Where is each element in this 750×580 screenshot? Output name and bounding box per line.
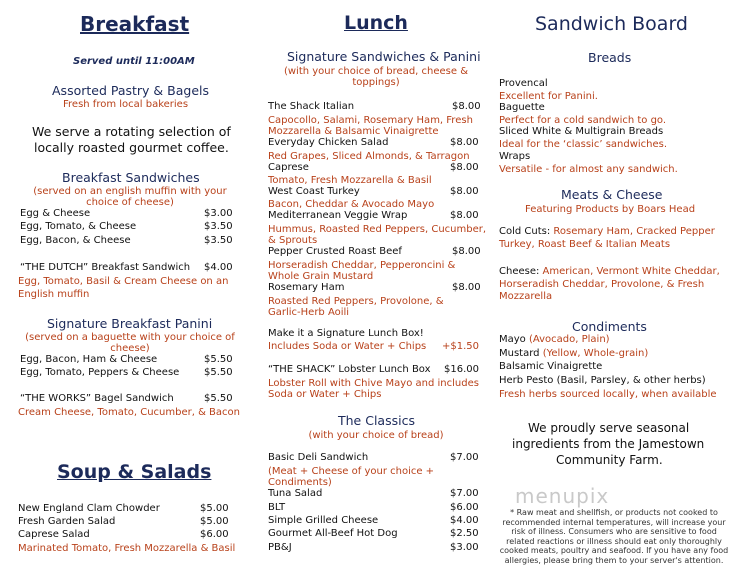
menu-item-price: $5.50 (204, 393, 233, 404)
condiments-title: Condiments (572, 319, 647, 334)
menu-item-price: $5.00 (200, 503, 229, 514)
breakfast-panini-sub-1: (served on a baguette with your choice of (25, 332, 235, 343)
menu-item-name: Egg, Bacon, Ham & Cheese (20, 354, 158, 365)
soup-salads-title: Soup & Salads (57, 461, 212, 483)
menu-item-name: Caprese (268, 162, 309, 173)
lunch-box-title: Make it a Signature Lunch Box! (268, 328, 424, 339)
bread-description: Versatile - for almost any sandwich. (499, 164, 678, 175)
menu-item-price: $3.00 (204, 208, 233, 219)
menu-item-description: Egg, Tomato, Basil & Cream Cheese on an (18, 276, 229, 287)
cold-cuts-line-1 (499, 226, 715, 237)
cheese-label: Cheese: (499, 266, 540, 277)
menu-item-description: Tomato, Fresh Mozzarella & Basil (268, 175, 432, 186)
breakfast-panini-sub-2: cheese) (110, 343, 150, 354)
menu-item-name: BLT (268, 502, 286, 513)
condiment-name: Mayo (499, 334, 526, 345)
bread-description: Perfect for a cold sandwich to go. (499, 115, 667, 126)
condiment-pesto: Herb Pesto (Basil, Parsley, & other herbs) (499, 375, 706, 386)
menu-item-description: Mozzarella & Balsamic Vinaigrette (268, 126, 439, 137)
condiment-description: (Avocado, Plain) (525, 334, 610, 345)
classics-subtitle: (with your choice of bread) (308, 430, 444, 441)
menu-item-name: The Shack Italian (268, 101, 355, 112)
menu-item-name: West Coast Turkey (268, 186, 360, 197)
menu-item-price: $4.00 (204, 262, 233, 273)
menu-item-price: $3.50 (204, 235, 233, 246)
menu-item-price: $3.50 (204, 221, 233, 232)
menupix-watermark: menupix (515, 484, 610, 508)
cheese-line-1 (499, 266, 720, 277)
menu-item-name: Tuna Salad (268, 488, 323, 499)
menu-item-name: Gourmet All-Beef Hot Dog (268, 528, 398, 539)
menu-item-price: $5.50 (204, 367, 233, 378)
condiment-mayo (499, 334, 610, 345)
bread-name: Baguette (499, 102, 545, 113)
cold-cuts-label: Cold Cuts: (499, 226, 551, 237)
breads-title: Breads (588, 50, 632, 65)
menu-item-price: $5.00 (200, 516, 229, 527)
food-safety-disclaimer: * Raw meat and shellfish, or products not cooked to recommended internal temperatures, will increase your risk of illness. Consumers who are sensitive to food related reactions or illness should eat only thoroughly cooked meats, poultry and seafood. If you have any food allergies, please bring them to your server's attention. (499, 508, 729, 565)
bread-description: Ideal for the ‘classic’ sandwiches. (499, 139, 668, 150)
menu-item-description: Whole Grain Mustard (268, 271, 374, 282)
menu-item-name: Egg, Bacon, & Cheese (20, 235, 131, 246)
meats-cheese-title: Meats & Cheese (561, 187, 663, 202)
menu-item-description: Roasted Red Peppers, Provolone, & (268, 296, 444, 307)
menu-item-price: $8.00 (452, 246, 481, 257)
menu-item-description: Cream Cheese, Tomato, Cucumber, & Bacon (18, 407, 240, 418)
signature-sub-1: (with your choice of bread, cheese & (283, 66, 469, 77)
cheese-line-3: Mozzarella (499, 291, 553, 302)
cheese-description: American, Vermont White Cheddar, (539, 266, 720, 277)
pastry-title: Assorted Pastry & Bagels (52, 83, 209, 98)
menu-item-name: Egg, Tomato, & Cheese (20, 221, 137, 232)
condiment-mustard (499, 348, 648, 359)
condiment-description: (Yellow, Whole-grain) (539, 348, 649, 359)
menu-item-name: Caprese Salad (18, 529, 90, 540)
breakfast-title: Breakfast (80, 12, 190, 36)
menu-item-name: Simple Grilled Cheese (268, 515, 379, 526)
menu-item-name: Egg & Cheese (20, 208, 91, 219)
menu-item-price: $7.00 (450, 452, 479, 463)
menu-item-name: PB&J (268, 542, 292, 553)
menu-item-price: $8.00 (450, 186, 479, 197)
signature-title: Signature Sandwiches & Panini (287, 49, 481, 64)
condiment-balsamic: Balsamic Vinaigrette (499, 361, 603, 372)
bread-description: Excellent for Panini. (499, 91, 598, 102)
coffee-line-1: We serve a rotating selection of (32, 124, 231, 139)
breakfast-sandwiches-sub-1: (served on an english muffin with your (33, 186, 227, 197)
bread-name: Provencal (499, 78, 548, 89)
menu-item-description: Lobster Roll with Chive Mayo and includes (268, 378, 479, 389)
menu-item-name: “THE DUTCH” Breakfast Sandwich (20, 262, 191, 273)
seasonal-line-1: We proudly serve seasonal (528, 421, 690, 435)
menu-item-name: Mediterranean Veggie Wrap (268, 210, 408, 221)
lunch-title: Lunch (344, 12, 408, 34)
menu-item-name: “THE WORKS” Bagel Sandwich (20, 393, 174, 404)
seasonal-line-2: ingredients from the Jamestown (512, 437, 705, 451)
breakfast-sandwiches-sub-2: choice of cheese) (86, 197, 174, 208)
menu-item-price: $6.00 (200, 529, 229, 540)
menu-item-price: $7.00 (450, 488, 479, 499)
menu-item-price: $4.00 (450, 515, 479, 526)
breakfast-hours: Served until 11:00AM (73, 56, 195, 67)
classics-title: The Classics (338, 413, 415, 428)
menu-item-description: Horseradish Cheddar, Pepperoncini & (268, 260, 456, 271)
bread-name: Wraps (499, 151, 531, 162)
menu-item-description: Red Grapes, Sliced Almonds, & Tarragon (268, 151, 470, 162)
bread-name: Sliced White & Multigrain Breads (499, 126, 664, 137)
cold-cuts-description: Rosemary Ham, Cracked Pepper (550, 226, 715, 237)
fresh-herbs-note: Fresh herbs sourced locally, when available (499, 389, 717, 400)
menu-item-description: English muffin (18, 289, 90, 300)
coffee-line-2: locally roasted gourmet coffee. (34, 140, 229, 155)
menu-item-name: “THE SHACK” Lobster Lunch Box (268, 364, 431, 375)
menu-item-price: $16.00 (444, 364, 479, 375)
menu-item-price: $8.00 (450, 210, 479, 221)
menu-item-name: Egg, Tomato, Peppers & Cheese (20, 367, 180, 378)
menu-item-name: Everyday Chicken Salad (268, 137, 389, 148)
menu-item-description: Garlic-Herb Aoili (268, 307, 350, 318)
breakfast-sandwiches-title: Breakfast Sandwiches (62, 170, 200, 185)
meats-cheese-subtitle: Featuring Products by Boars Head (525, 204, 696, 215)
menu-item-name: Rosemary Ham (268, 282, 345, 293)
pastry-subtitle: Fresh from local bakeries (63, 99, 189, 110)
menu-item-name: Basic Deli Sandwich (268, 452, 369, 463)
menu-item-description: Marinated Tomato, Fresh Mozzarella & Basil (18, 543, 236, 554)
lunch-box-description: Includes Soda or Water + Chips (268, 341, 427, 352)
menu-item-price: $8.00 (452, 101, 481, 112)
sandwich-board-title: Sandwich Board (535, 13, 688, 35)
signature-sub-2: toppings) (352, 77, 400, 88)
menu-item-description: Soda or Water + Chips (268, 389, 382, 400)
menu-item-price: $6.00 (450, 502, 479, 513)
menu-item-price: $2.50 (450, 528, 479, 539)
menu-item-description: Condiments) (268, 477, 332, 488)
menu-item-name: New England Clam Chowder (18, 503, 160, 514)
condiment-name: Mustard (499, 348, 540, 359)
cheese-line-2: Horseradish Cheddar, Provolone, & Fresh (499, 279, 705, 290)
lunch-box-price: +$1.50 (442, 341, 480, 352)
breakfast-panini-title: Signature Breakfast Panini (47, 316, 213, 331)
cold-cuts-line-2: Turkey, Roast Beef & Italian Meats (499, 239, 671, 250)
menu-item-price: $8.00 (452, 282, 481, 293)
menu-item-price: $5.50 (204, 354, 233, 365)
menu-item-price: $8.00 (450, 162, 479, 173)
menu-item-description: Hummus, Roasted Red Peppers, Cucumber, (268, 224, 487, 235)
menu-item-description: & Sprouts (268, 235, 318, 246)
menu-item-description: (Meat + Cheese of your choice + (268, 466, 435, 477)
menu-item-name: Fresh Garden Salad (18, 516, 116, 527)
menu-item-description: Capocollo, Salami, Rosemary Ham, Fresh (268, 115, 473, 126)
seasonal-line-3: Community Farm. (556, 453, 663, 467)
menu-item-price: $8.00 (450, 137, 479, 148)
menu-item-price: $3.00 (450, 542, 479, 553)
menu-item-name: Pepper Crusted Roast Beef (268, 246, 402, 257)
menu-item-description: Bacon, Cheddar & Avocado Mayo (268, 199, 435, 210)
